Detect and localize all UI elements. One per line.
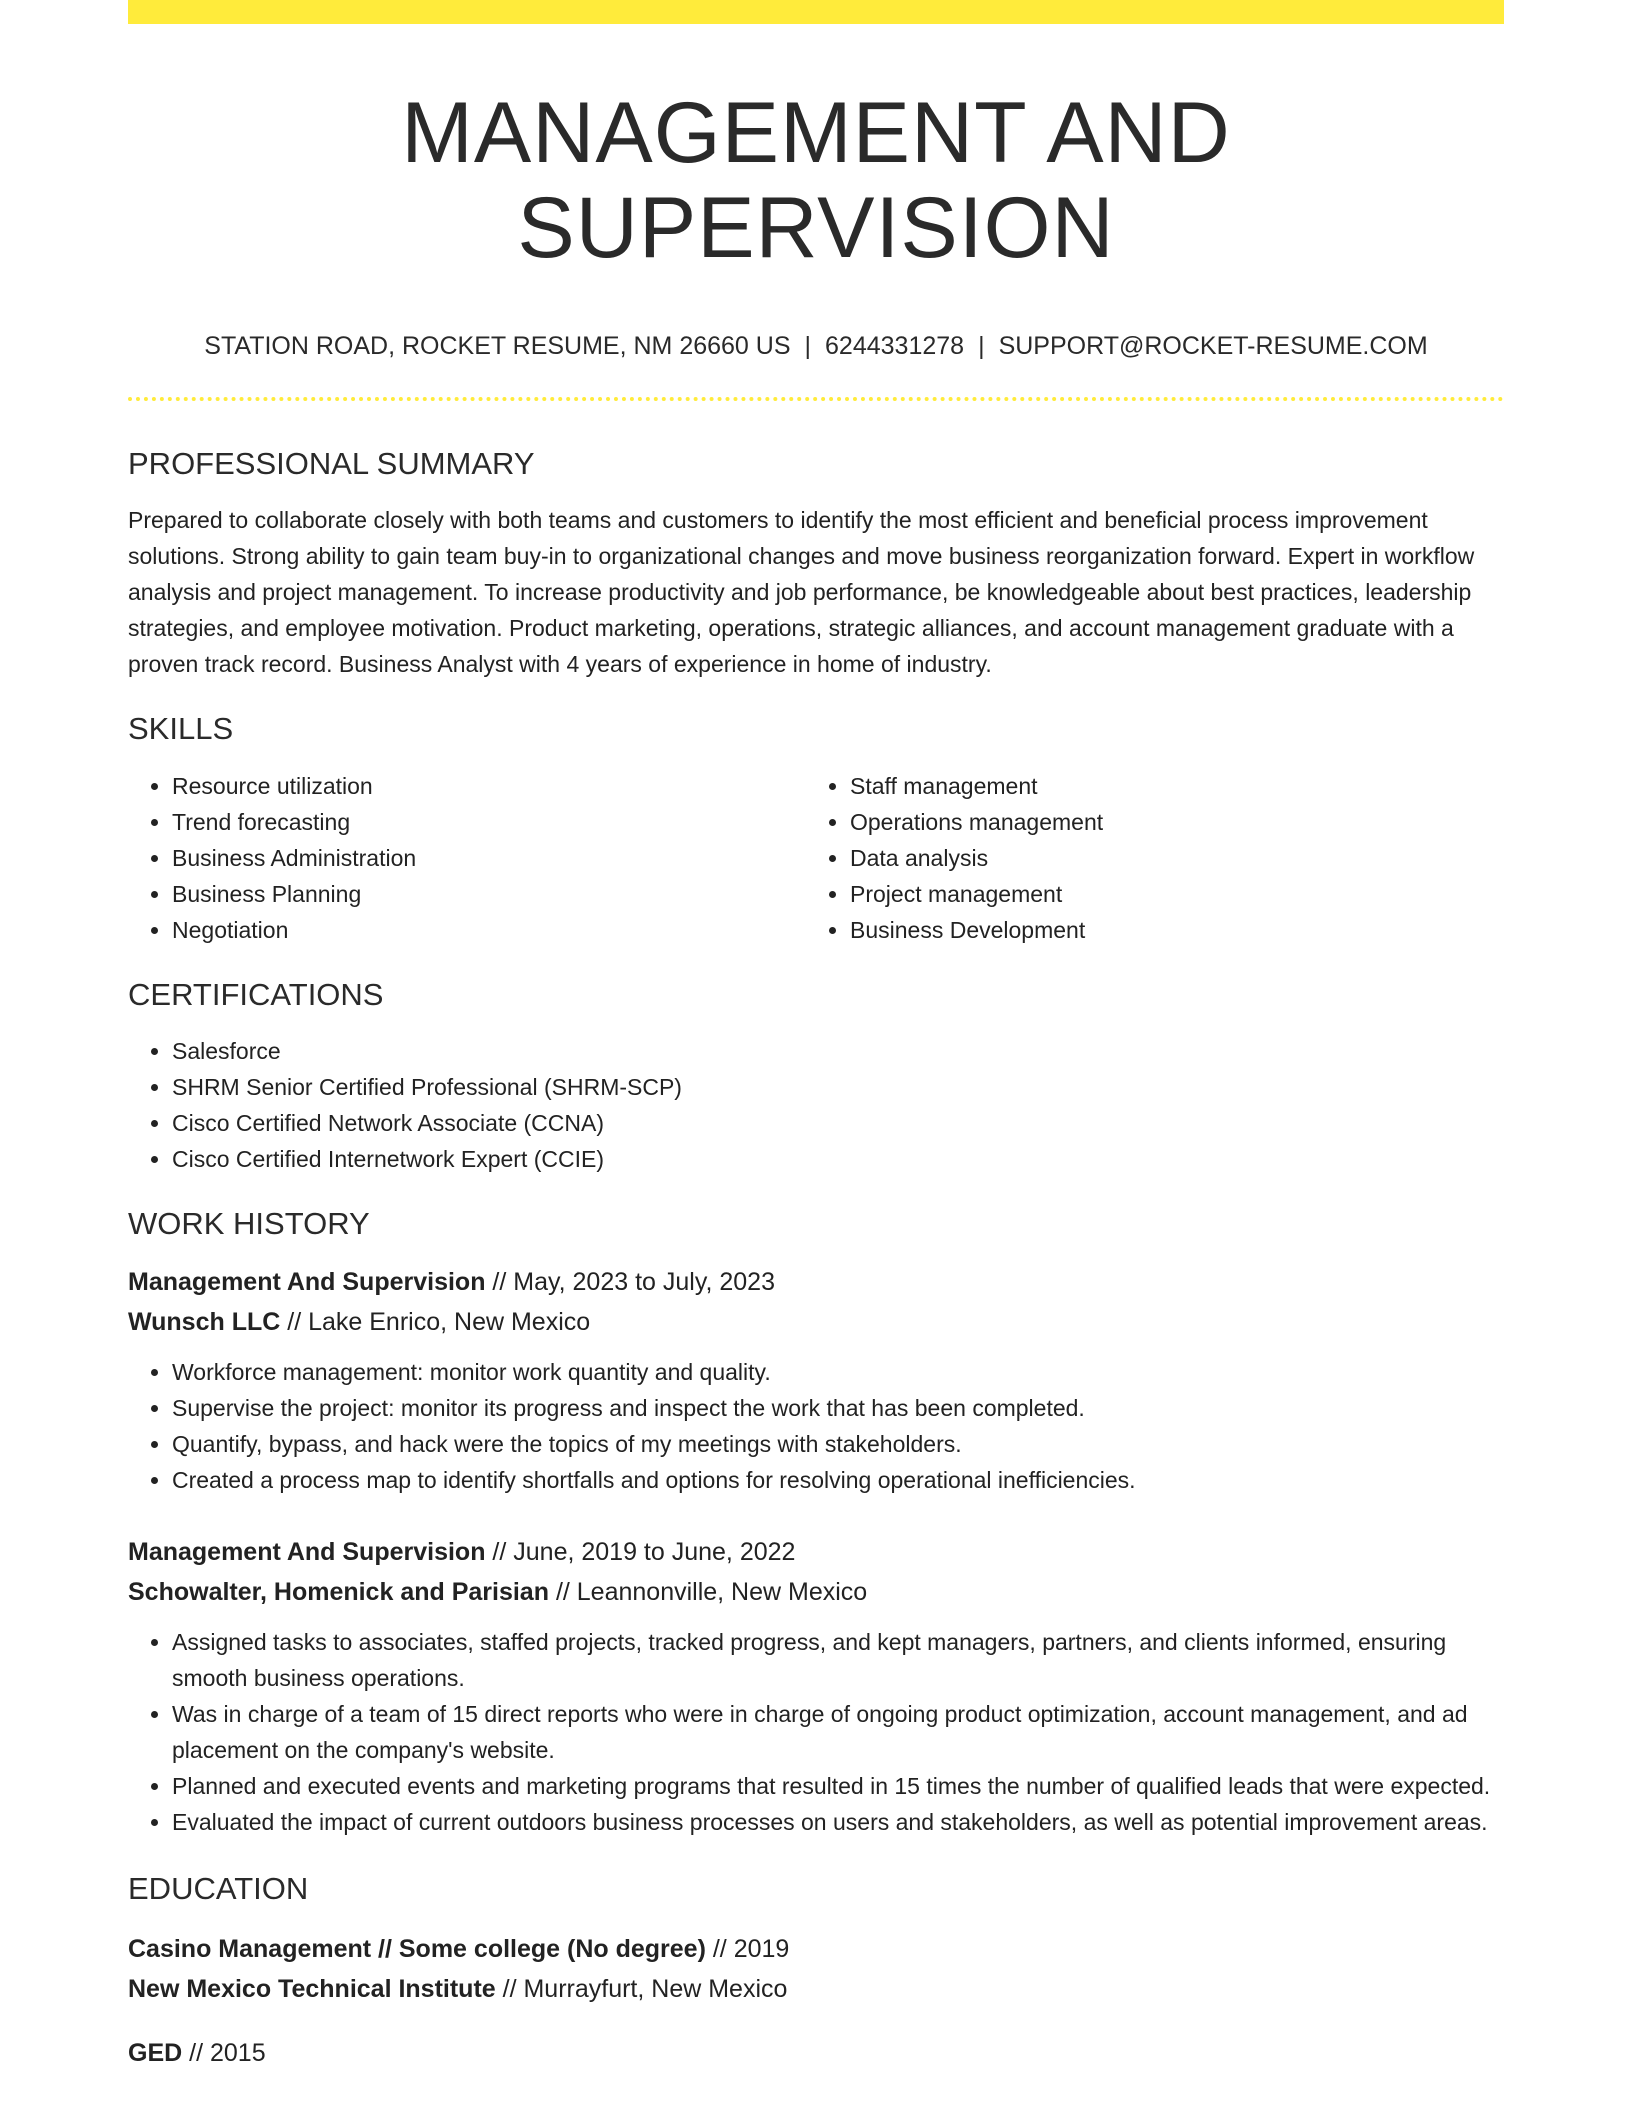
skills-list <box>128 768 1504 948</box>
contact-phone: 6244331278 <box>825 332 965 361</box>
job-bullet: • Supervise the project: monitor its progress and inspect the work that has been completed. <box>172 1390 1504 1426</box>
certification-item: • Cisco Certified Internetwork Expert (CCIE) <box>172 1141 1504 1177</box>
job-company: Wunsch LLC <box>128 1307 281 1336</box>
resume-page <box>128 0 1504 2073</box>
resume-name: MANAGEMENT AND SUPERVISION <box>401 85 1231 276</box>
education-school-line <box>128 1969 1504 2009</box>
job-bullet: • Planned and executed events and marketing programs that resulted in 15 times the number of qualified leads that were expected. <box>172 1768 1504 1804</box>
job-role: Management And Supervision <box>128 1537 486 1566</box>
education-year: // 2019 <box>712 1935 790 1964</box>
certification-item: • SHRM Senior Certified Professional (SHRM-SCP) <box>172 1069 1504 1105</box>
job-bullet: • Was in charge of a team of 15 direct reports who were in charge of ongoing product optimization, account management, and ad placement on the company's website. <box>172 1696 1504 1768</box>
skill-item: • Business Administration <box>172 840 806 876</box>
skill-item: • Staff management <box>850 768 1484 804</box>
job-company: Schowalter, Homenick and Parisian <box>128 1577 549 1606</box>
contact-separator: | <box>804 332 812 361</box>
skills-column-left <box>128 768 806 948</box>
education-school: New Mexico Technical Institute <box>128 1975 496 2004</box>
job-role: Management And Supervision <box>128 1267 486 1296</box>
work-history-title: WORK HISTORY <box>128 1205 370 1241</box>
job-title-line <box>128 1262 1504 1302</box>
job-bullet: • Assigned tasks to associates, staffed projects, tracked progress, and kept managers, partners, and clients informed, ensuring smooth business operations. <box>172 1624 1504 1696</box>
education-title: EDUCATION <box>128 1870 309 1906</box>
summary-title: PROFESSIONAL SUMMARY <box>128 446 535 482</box>
contact-email: SUPPORT@ROCKET-RESUME.COM <box>998 332 1428 361</box>
skills-title: SKILLS <box>128 711 234 747</box>
job-bullet: • Workforce management: monitor work quantity and quality. <box>172 1354 1504 1390</box>
job-bullet: • Quantify, bypass, and hack were the topics of my meetings with stakeholders. <box>172 1426 1504 1462</box>
certification-item: • Salesforce <box>172 1033 1504 1069</box>
skill-item: • Business Planning <box>172 876 806 912</box>
job-bullets <box>128 1354 1504 1498</box>
job-bullet: • Created a process map to identify shortfalls and options for resolving operational inefficiencies. <box>172 1462 1504 1498</box>
job-location: // Leannonville, New Mexico <box>555 1577 868 1606</box>
education-location: // Murrayfurt, New Mexico <box>502 1975 788 2004</box>
education-degree-line <box>128 2033 1504 2073</box>
skill-item: • Data analysis <box>850 840 1484 876</box>
certification-item: • Cisco Certified Network Associate (CCNA) <box>172 1105 1504 1141</box>
skill-item: • Negotiation <box>172 912 806 948</box>
certifications-list <box>128 1033 1504 1177</box>
skills-column-right <box>806 768 1484 948</box>
dotted-divider <box>128 397 1504 401</box>
top-accent-bar <box>128 0 1504 24</box>
contact-line <box>128 331 1504 361</box>
contact-address: STATION ROAD, ROCKET RESUME, NM 26660 US <box>204 332 791 361</box>
skill-item: • Resource utilization <box>172 768 806 804</box>
job-company-line <box>128 1302 1504 1342</box>
skill-item: • Operations management <box>850 804 1484 840</box>
education-year: // 2015 <box>189 2039 266 2068</box>
skill-item: • Project management <box>850 876 1484 912</box>
job-location: // Lake Enrico, New Mexico <box>287 1307 591 1336</box>
certifications-title: CERTIFICATIONS <box>128 976 384 1012</box>
skill-item: • Trend forecasting <box>172 804 806 840</box>
job-bullet: • Evaluated the impact of current outdoors business processes on users and stakeholders, as well as potential improvement areas. <box>172 1804 1504 1840</box>
education-degree-line <box>128 1929 1504 1969</box>
job-title-line <box>128 1532 1504 1572</box>
skill-item: • Business Development <box>850 912 1484 948</box>
contact-separator: | <box>978 332 985 361</box>
summary-text: Prepared to collaborate closely with both teams and customers to identify the most efficient and beneficial process improvement solutions. Strong ability to gain team buy-in to organizational changes and move business reorganization forward. Expert in workflow analysis and project management. To increase productivity and job performance, be knowledgeable about best practices, leadership strategies, and employee motivation. Product marketing, operations, strategic alliances, and account management graduate with a proven track record. Business Analyst with 4 years of experience in home of industry. <box>128 507 1475 678</box>
job-dates: // May, 2023 to July, 2023 <box>492 1267 775 1296</box>
job-company-line <box>128 1572 1504 1612</box>
education-degree: GED <box>128 2039 183 2068</box>
education-degree: Casino Management // Some college (No degree) <box>128 1935 706 1964</box>
job-bullets <box>128 1624 1504 1840</box>
job-dates: // June, 2019 to June, 2022 <box>492 1537 796 1566</box>
